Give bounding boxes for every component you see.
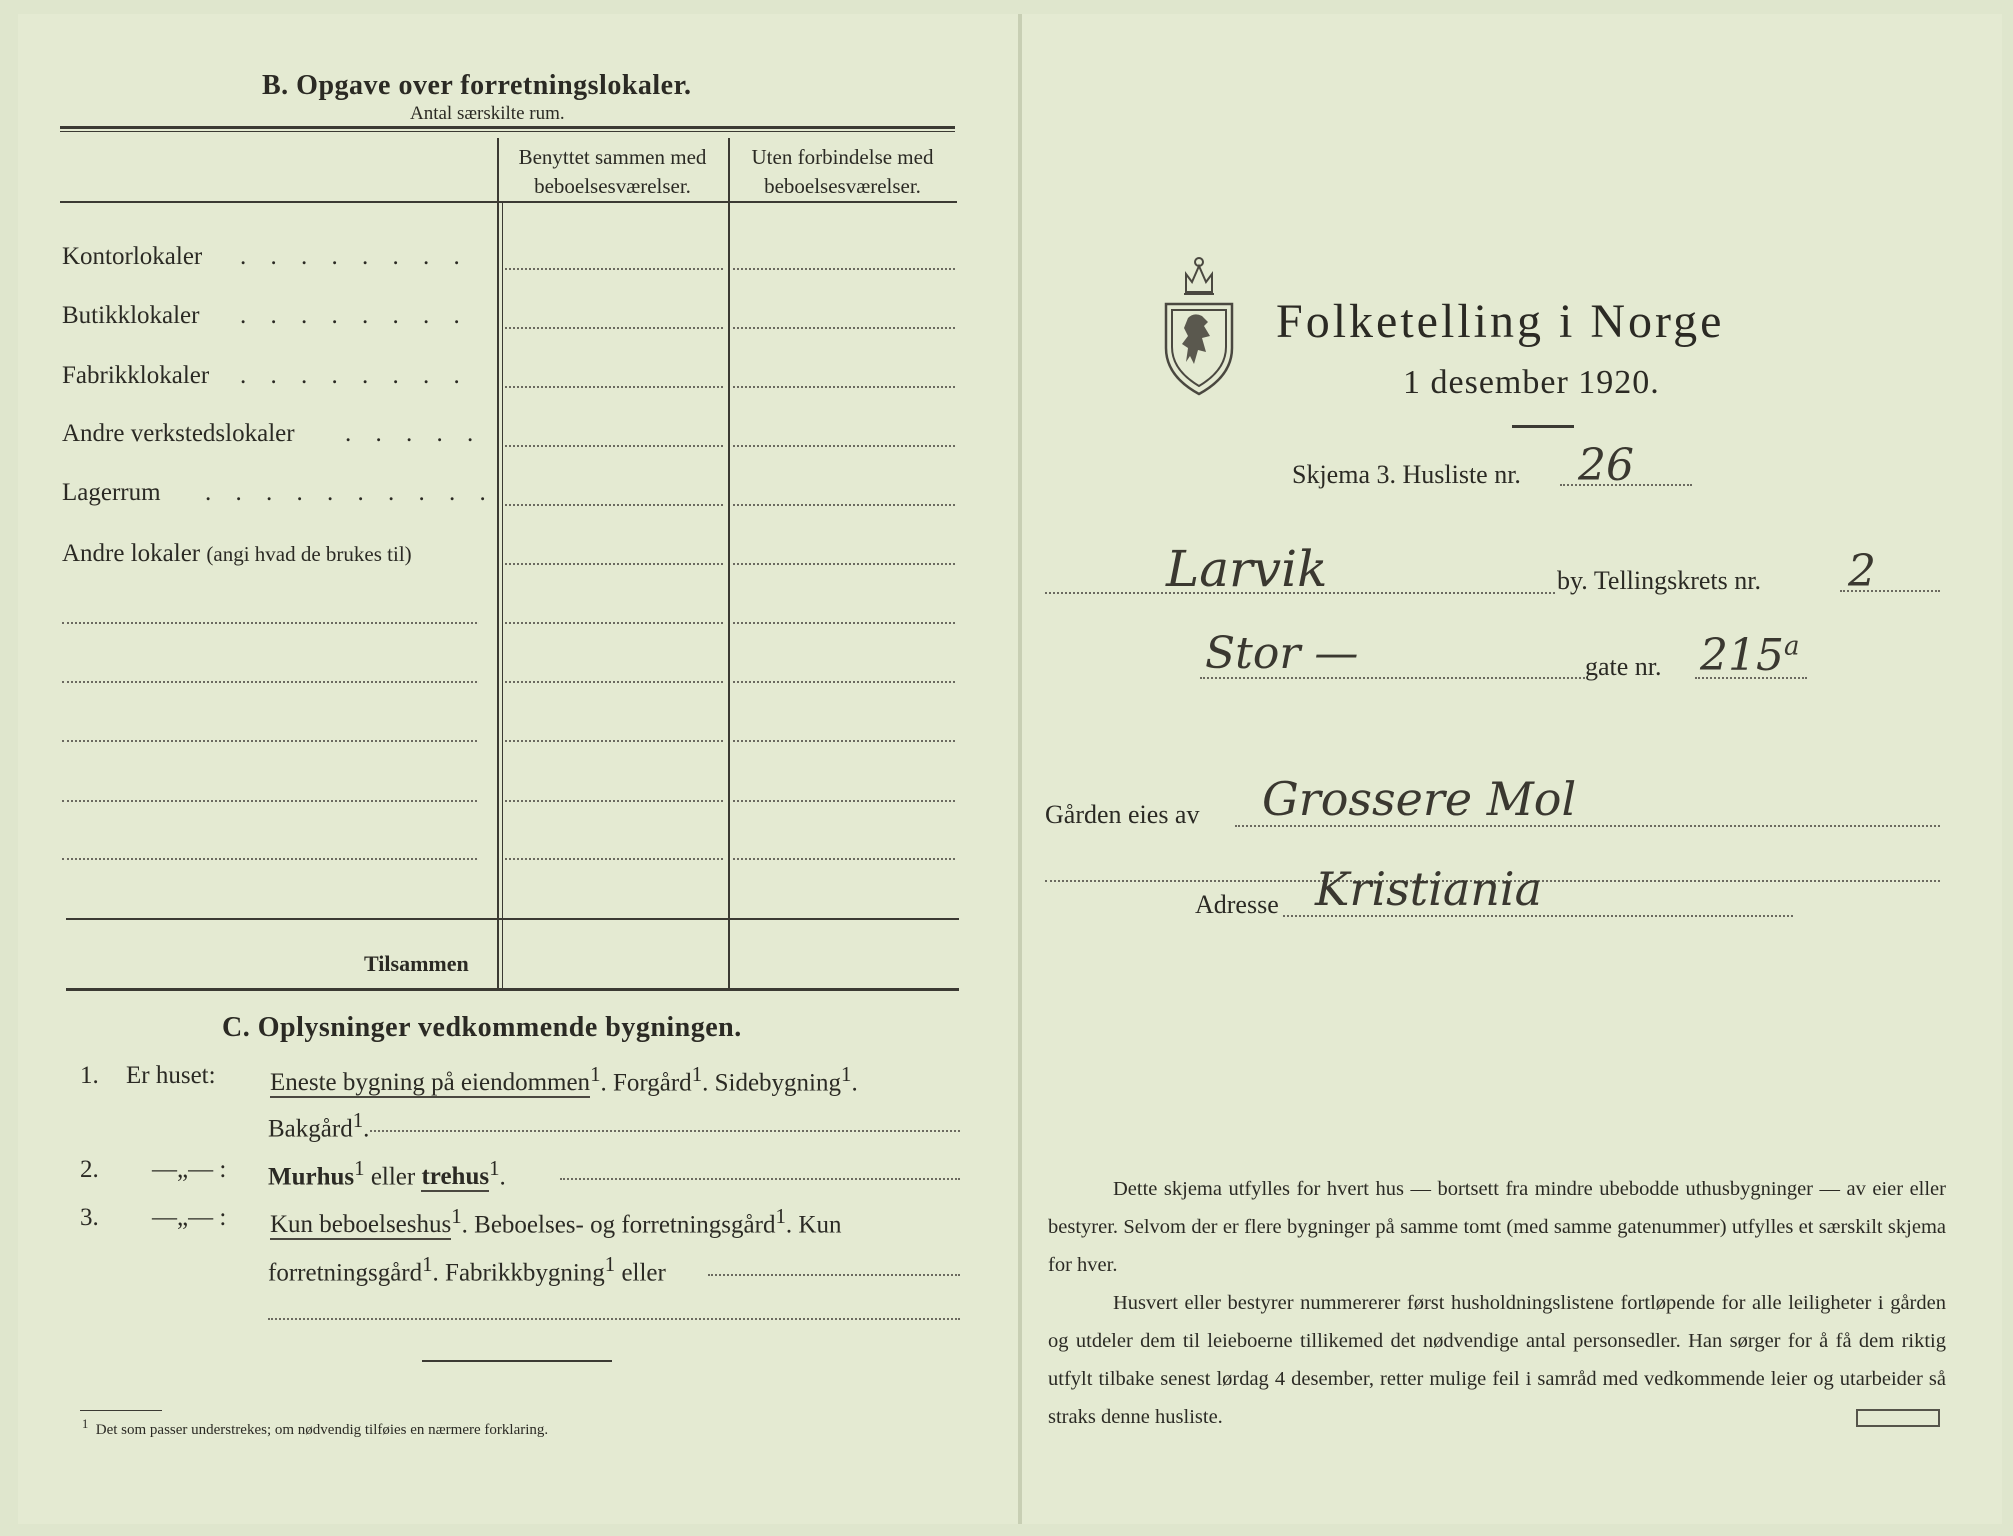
item-2-number: 2. xyxy=(80,1156,99,1183)
footnote-mark: 1 xyxy=(354,1156,365,1180)
answer-trehus[interactable]: trehus xyxy=(421,1163,490,1191)
cell-line[interactable] xyxy=(505,858,723,860)
cell-line[interactable] xyxy=(505,563,723,565)
section-b-subtitle: Antal særskilte rum. xyxy=(410,103,565,124)
item-3-answer-line1 xyxy=(270,1204,841,1239)
answer-kun[interactable]: . Kun xyxy=(785,1211,842,1239)
cell-line[interactable] xyxy=(505,327,723,329)
row-label-andre xyxy=(62,540,412,568)
answer-sidebygning[interactable]: . Sidebygning xyxy=(702,1069,842,1097)
gate-number[interactable] xyxy=(1700,630,1800,681)
label-line[interactable] xyxy=(62,800,477,802)
city-line[interactable] xyxy=(1045,592,1555,594)
document-title: Folketelling i Norge xyxy=(1276,295,1725,348)
answer-kun-beboelseshus[interactable]: Kun beboelseshus xyxy=(270,1211,452,1239)
label-line[interactable] xyxy=(62,681,477,683)
item-1-fill-line[interactable] xyxy=(370,1130,960,1132)
cell-line[interactable] xyxy=(505,504,723,506)
instructions-paragraph-2: Husvert eller bestyrer nummererer først husholdningslistene fortløpende for alle leiligheter i gården og utdeler dem til leieboerne tillikemed det nødvendige antal personsedler. Han sørger for å få dem riktig utfylt tilbake senest lørdag 4 desember, retter mulige feil i samråd med vedkommende leier og utarbeider så straks denne husliste. xyxy=(1048,1292,1946,1428)
col-header-with-dwelling: Benyttet sammen med beboelsesværelser. xyxy=(518,145,707,198)
tellingskrets-line[interactable] xyxy=(1840,590,1940,592)
label-line[interactable] xyxy=(62,740,477,742)
answer-forgard[interactable]: . Forgård xyxy=(600,1069,692,1097)
item-3-answer-line2 xyxy=(268,1252,666,1287)
section-end-rule xyxy=(422,1360,612,1362)
item-2-answer: Murhus$^1$ eller trehus$^1$. xyxy=(268,1156,506,1191)
row-leader: . . . . . . . . . . xyxy=(205,479,495,506)
cell-line[interactable] xyxy=(505,622,723,624)
item-1-number: 1. xyxy=(80,1062,99,1089)
footnote-mark: 1 xyxy=(604,1252,616,1276)
footnote-text: Det som passer understrekes; om nødvendig tilføies en nærmere forklaring. xyxy=(95,1422,549,1438)
cell-line[interactable] xyxy=(733,445,955,447)
section-b-title: B. Opgave over forretningslokaler. xyxy=(262,70,692,101)
row-leader: . . . . . . . . xyxy=(240,243,469,270)
left-page xyxy=(18,14,1020,1524)
section-c-title: C. Oplysninger vedkommende bygningen. xyxy=(222,1012,742,1043)
footnote-rule xyxy=(80,1410,162,1411)
by-tellingskrets-label: by. Tellingskrets nr. xyxy=(1557,566,1762,595)
city-name[interactable]: Larvik xyxy=(1166,540,1328,598)
item-1-answer-line1: Eneste bygning på eiendommen$^1$. Forgård$^1$. Sidebygning$^1$. xyxy=(270,1062,858,1097)
gate-number-value: 215 xyxy=(1700,630,1784,681)
table-top-rule xyxy=(60,126,955,129)
printer-stamp xyxy=(1856,1409,1940,1427)
footnote-mark: 1 xyxy=(451,1204,462,1228)
cell-line[interactable] xyxy=(733,327,955,329)
item-3-number: 3. xyxy=(80,1204,99,1231)
footnote-mark: 1 xyxy=(352,1108,364,1132)
footnote-mark: 1 xyxy=(775,1204,786,1228)
table-top-rule-thin xyxy=(60,131,955,132)
col-divider-2 xyxy=(728,138,730,990)
answer-beboelses-og-forretningsgard[interactable]: . Beboelses- og forretningsgård xyxy=(461,1211,776,1239)
footnote-mark: 1 xyxy=(841,1062,852,1086)
husliste-line[interactable] xyxy=(1560,484,1692,486)
item-1-question: Er huset: xyxy=(126,1062,216,1089)
cell-line[interactable] xyxy=(733,563,955,565)
row-label-lager: Lagerrum xyxy=(62,479,161,506)
husliste-label: Skjema 3. Husliste nr. xyxy=(1292,460,1521,489)
owner-name[interactable]: Grossere Mol xyxy=(1262,772,1577,826)
row-leader: . . . . . . . . xyxy=(240,362,469,389)
answer-fabrikkbygning[interactable]: . Fabrikkbygning xyxy=(432,1259,605,1287)
cell-line[interactable] xyxy=(733,681,955,683)
answer-forretningsgard[interactable]: forretningsgård xyxy=(268,1259,423,1287)
item-2-question: —„— : xyxy=(152,1156,227,1183)
row-label-verksted: Andre verkstedslokaler xyxy=(62,420,295,447)
cell-line[interactable] xyxy=(505,268,723,270)
row-label-andre-note: (angi hvad de brukes til) xyxy=(206,542,412,566)
cell-line[interactable] xyxy=(505,800,723,802)
gate-nr-label: gate nr. xyxy=(1585,652,1662,681)
gate-number-suffix: a xyxy=(1783,631,1800,662)
census-date: 1 desember 1920. xyxy=(1403,364,1660,401)
cell-line[interactable] xyxy=(505,445,723,447)
footnote-mark: 1 xyxy=(691,1062,703,1086)
header-bottom-rule xyxy=(60,201,957,203)
title-rule xyxy=(1512,425,1574,428)
row-label-fabrikk: Fabrikklokaler xyxy=(62,362,210,389)
cell-line[interactable] xyxy=(505,386,723,388)
cell-line[interactable] xyxy=(505,740,723,742)
footnote-mark: 1 xyxy=(82,1417,89,1431)
cell-line[interactable] xyxy=(733,740,955,742)
item-2-fill-line[interactable] xyxy=(560,1178,960,1180)
footnote-mark: 1 xyxy=(489,1156,500,1180)
col-divider-1b xyxy=(502,201,503,990)
item-3-question: —„— : xyxy=(152,1204,227,1231)
answer-bakgard[interactable]: Bakgård xyxy=(268,1115,353,1143)
row-label-kontor: Kontorlokaler xyxy=(62,243,203,270)
norway-coat-of-arms-icon xyxy=(1158,252,1240,398)
page-fold xyxy=(1018,14,1022,1524)
row-label-andre-text: Andre lokaler xyxy=(62,540,201,567)
cell-line[interactable] xyxy=(733,622,955,624)
item-3-extra-line[interactable] xyxy=(268,1318,960,1320)
street-name[interactable]: Stor — xyxy=(1205,628,1359,679)
total-bottom-rule xyxy=(66,988,959,991)
row-leader: . . . . . xyxy=(345,420,483,447)
answer-eneste-bygning[interactable]: Eneste bygning på eiendommen xyxy=(270,1069,591,1097)
answer-murhus[interactable]: Murhus xyxy=(268,1163,355,1191)
husliste-number[interactable]: 26 xyxy=(1578,440,1634,491)
item-1-answer-line2: Bakgård$^1$. xyxy=(268,1108,370,1143)
item-3-fill-line[interactable] xyxy=(708,1274,960,1276)
address-label: Adresse xyxy=(1195,890,1279,919)
row-leader: . . . . . . . . xyxy=(240,302,469,329)
footnote-mark: 1 xyxy=(590,1062,601,1086)
row-label-butikk: Butikklokaler xyxy=(62,302,200,329)
footnote-mark: 1 xyxy=(422,1252,433,1276)
instructions-paragraph-1: Dette skjema utfylles for hvert hus — bortsett fra mindre ubebodde uthusbygninger — av eier eller bestyrer. Selvom der er flere bygninger på samme tomt (med samme gatenummer) utfylles et særskilt skjema for hver. xyxy=(1048,1178,1946,1276)
col-header-without-dwelling: Uten forbindelse med beboelsesværelser. xyxy=(751,145,934,198)
owner-label: Gården eies av xyxy=(1045,800,1200,829)
cell-line[interactable] xyxy=(733,800,955,802)
address-line[interactable] xyxy=(1283,915,1793,917)
gate-line[interactable] xyxy=(1695,677,1807,679)
col-divider-1 xyxy=(497,138,499,990)
cell-line[interactable] xyxy=(733,858,955,860)
total-top-rule xyxy=(66,918,959,920)
label-line[interactable] xyxy=(62,858,477,860)
owner-line[interactable] xyxy=(1235,825,1940,827)
cell-line[interactable] xyxy=(733,268,955,270)
item-2-eller: eller xyxy=(364,1163,422,1191)
cell-line[interactable] xyxy=(733,386,955,388)
footnote xyxy=(82,1417,548,1439)
street-line[interactable] xyxy=(1200,677,1585,679)
cell-line[interactable] xyxy=(733,504,955,506)
label-line[interactable] xyxy=(62,622,477,624)
cell-line[interactable] xyxy=(505,681,723,683)
tellingskrets-number[interactable]: 2 xyxy=(1848,546,1876,597)
address-value[interactable]: Kristiania xyxy=(1315,862,1543,916)
total-label: Tilsammen xyxy=(364,951,469,976)
item-3-eller: eller xyxy=(615,1259,666,1287)
